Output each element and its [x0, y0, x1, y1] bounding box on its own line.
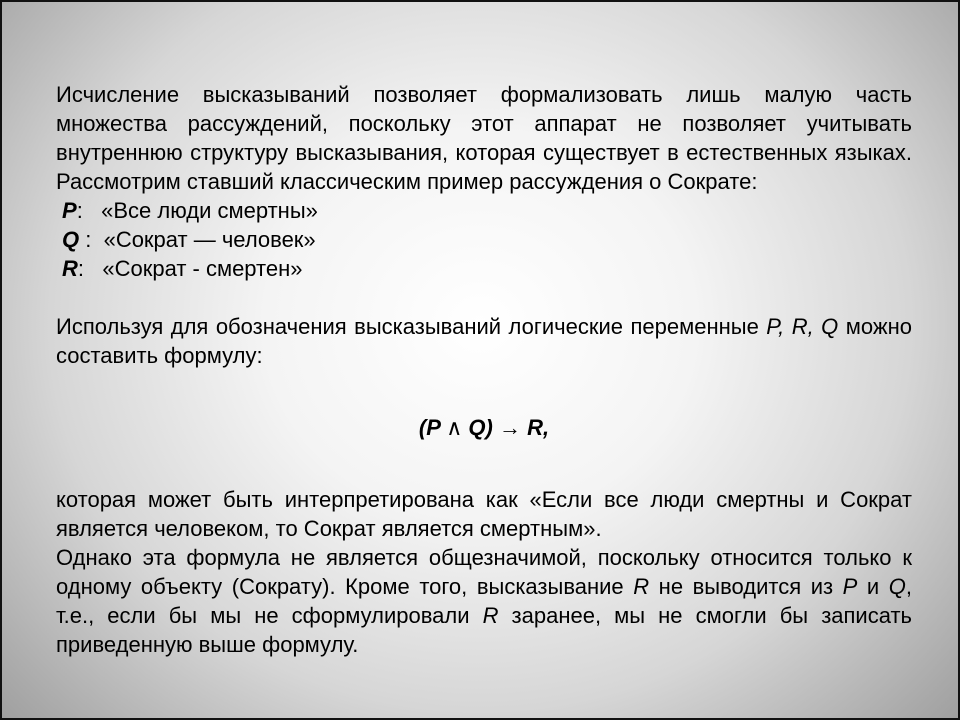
spacer	[56, 442, 912, 471]
premise-r	[56, 254, 912, 283]
premise-sep: :	[79, 227, 104, 252]
premise-sep: :	[77, 256, 103, 281]
conclusion-text: , т.е., если бы мы не сформулировали	[56, 574, 913, 628]
spacer	[56, 370, 912, 399]
and-operator: ∧	[446, 415, 463, 440]
variables-tail: можно составить формулу:	[56, 314, 912, 368]
premise-var: R	[62, 256, 78, 281]
intro-paragraph: Исчисление высказываний позволяет формализовать лишь малую часть множества рассуждений, поскольку этот аппарат не позволяет учитывать внутреннюю структуру высказывания, которая существует в естественных языках. Рассмотрим ставший классическим пример рассуждения о Сократе:	[56, 82, 912, 194]
spacer	[56, 283, 912, 312]
premise-sep: :	[76, 198, 102, 223]
var-r: R	[633, 574, 650, 599]
spacer	[56, 399, 912, 413]
premise-p	[56, 196, 912, 225]
conclusion-paragraph	[56, 543, 912, 659]
variables-list: P, R, Q	[766, 314, 839, 339]
premise-var: P	[62, 198, 77, 223]
var-q: Q	[888, 574, 906, 599]
formula-mid: Q)	[462, 415, 499, 440]
premise-text: «Сократ — человек»	[103, 227, 316, 252]
var-r: R	[482, 603, 499, 628]
conclusion-text: заранее, мы не смогли бы записать приведенную выше формулу.	[56, 603, 913, 657]
interpretation-paragraph: которая может быть интерпретирована как «Если все люди смертны и Сократ является человеком, то Сократ является смертным».	[56, 487, 912, 541]
conclusion-text: Однако эта формула не является общезначимой, поскольку относится только к одному объекту (Сократу). Кроме того, высказывание	[56, 545, 912, 599]
premise-var: Q	[62, 227, 80, 252]
formula-open: (P	[418, 415, 447, 440]
conclusion-text: не выводится из	[649, 574, 843, 599]
premise-text: «Сократ - смертен»	[102, 256, 303, 281]
conclusion-text: и	[857, 574, 889, 599]
spacer	[56, 471, 912, 485]
formula-close: R,	[520, 415, 550, 440]
slide-content	[56, 80, 912, 659]
implication-arrow: →	[498, 415, 521, 440]
variables-text: Используя для обозначения высказываний логические переменные	[56, 314, 767, 339]
variables-paragraph	[56, 312, 912, 370]
premise-text: «Все люди смертны»	[101, 198, 318, 223]
formula	[56, 413, 912, 442]
premise-q	[56, 225, 912, 254]
var-p: P	[842, 574, 858, 599]
